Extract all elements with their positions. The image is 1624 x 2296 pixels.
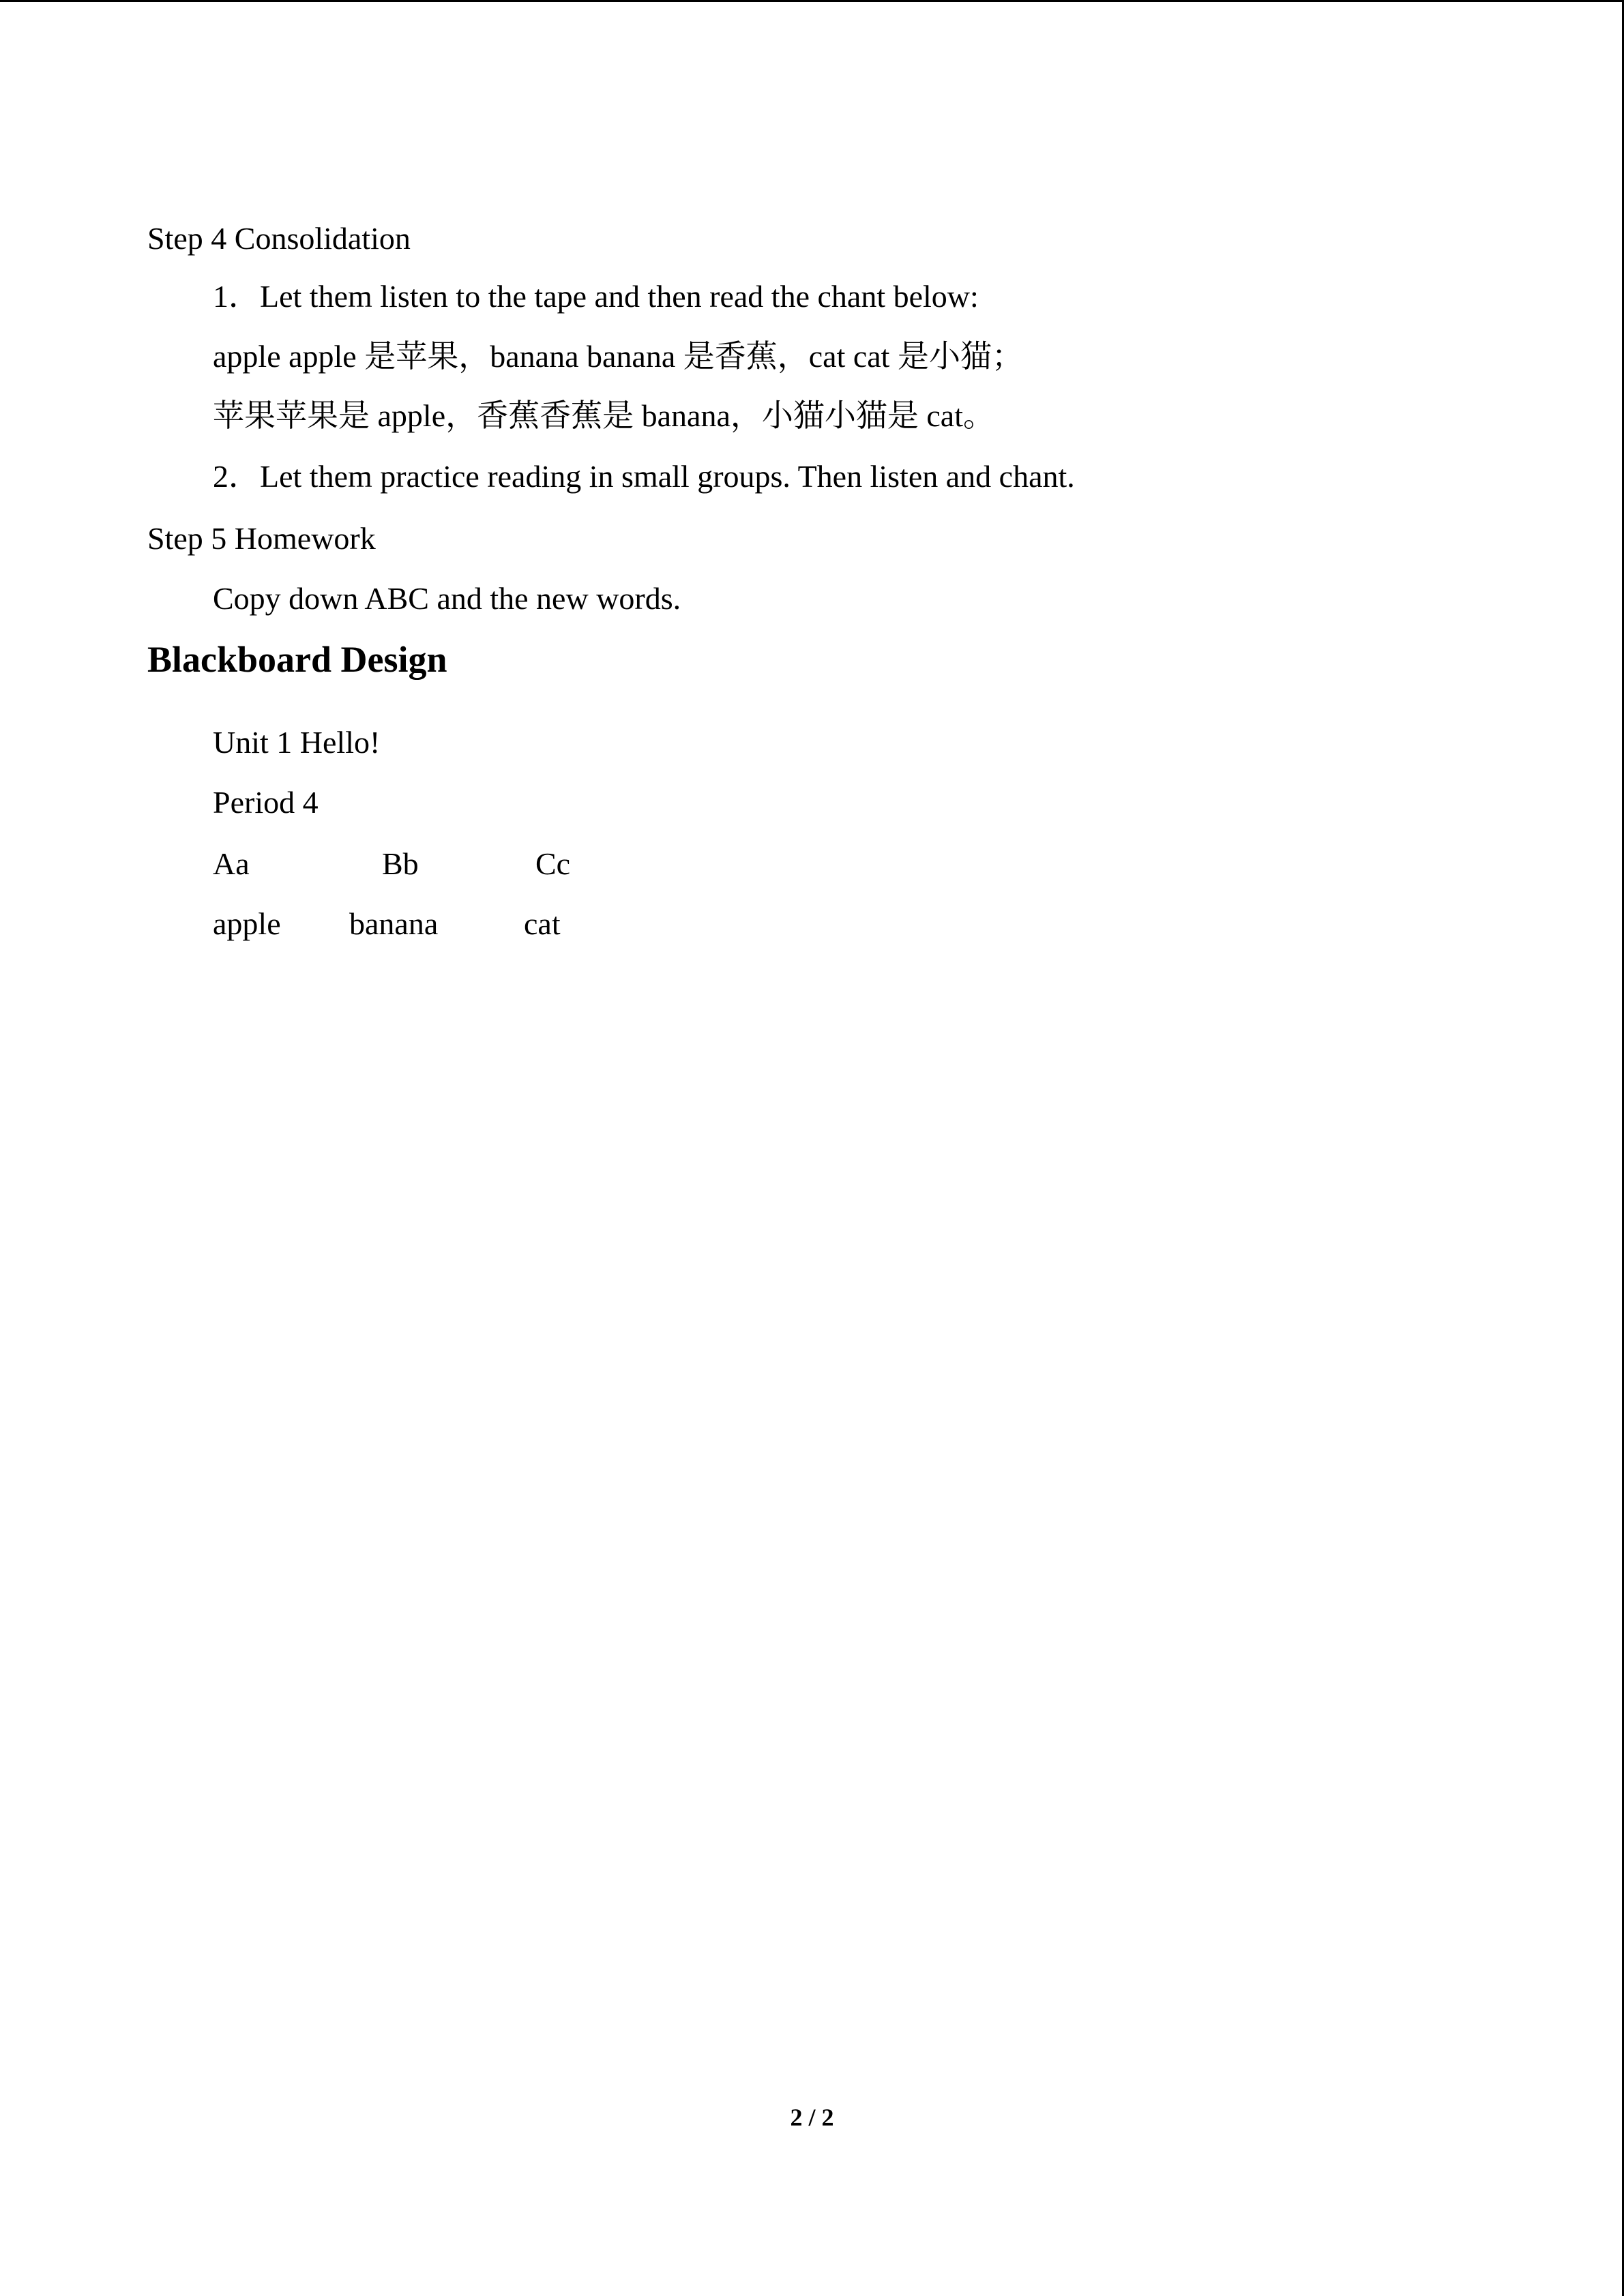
page-top-border [0,0,1624,2]
blackboard-unit: Unit 1 Hello! [213,725,381,760]
blackboard-period: Period 4 [213,785,319,820]
step4-title: Step 4 Consolidation [147,221,411,256]
letter-bb: Bb [382,846,419,881]
letter-aa: Aa [213,846,250,881]
word-cat: cat [524,906,561,941]
word-banana: banana [349,906,439,941]
step5-title: Step 5 Homework [147,521,376,556]
blackboard-heading: Blackboard Design [147,639,447,680]
chant-line-2: 苹果苹果是 apple，香蕉香蕉是 banana，小猫小猫是 cat。 [213,398,994,433]
step5-text: Copy down ABC and the new words. [213,581,681,616]
word-apple: apple [213,906,281,941]
step4-item2: 2．Let them practice reading in small groups. Then listen and chant. [213,459,1075,494]
chant-line-1: apple apple 是苹果，banana banana 是香蕉，cat cat 是小猫； [213,339,1023,374]
letter-cc: Cc [535,846,571,881]
page-number: 2 / 2 [790,2104,834,2131]
step4-item1: 1．Let them listen to the tape and then read the chant below: [213,279,979,314]
